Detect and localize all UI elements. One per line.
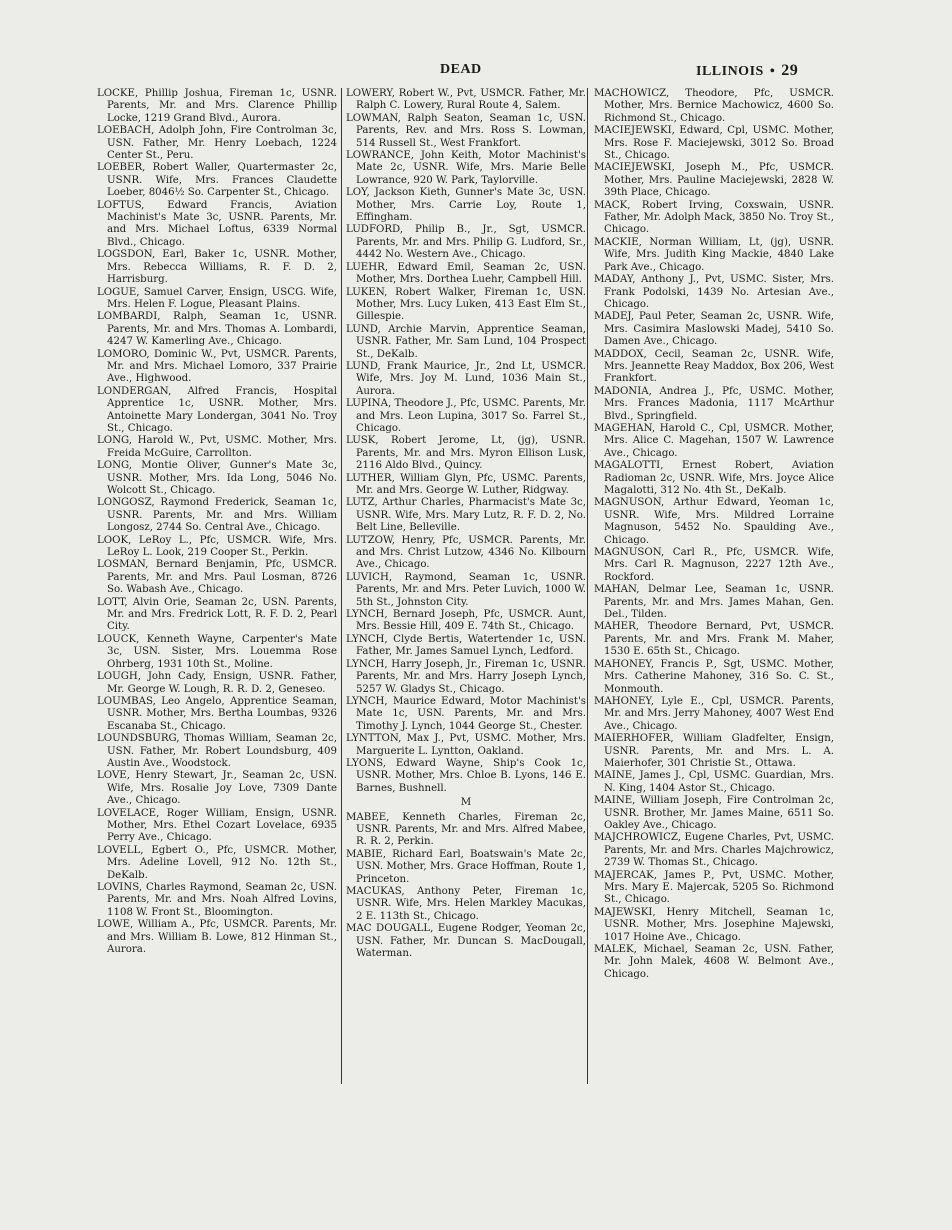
casualty-entry: LOUCK, Kenneth Wayne, Carpenter's Mate 3c, USN. Sister, Mrs. Louemma Rose Ohrberg, 1931 10th St., Moline. bbox=[97, 633, 337, 670]
casualty-entry: MAJCHROWICZ, Eugene Charles, Pvt, USMC. Parents, Mr. and Mrs. Charles Majchrowicz, 2739 W. Thomas St., Chicago. bbox=[594, 832, 834, 869]
casualty-entry: LYNCH, Bernard Joseph, Pfc, USMCR. Aunt, Mrs. Bessie Hill, 409 E. 74th St., Chicago. bbox=[346, 609, 586, 633]
casualty-entry: LOFTUS, Edward Francis, Aviation Machinist's Mate 3c, USNR. Parents, Mr. and Mrs. Michael Loftus, 6339 Normal Blvd., Chicago. bbox=[97, 199, 337, 248]
casualty-entry: LUKEN, Robert Walker, Fireman 1c, USN. Mother, Mrs. Lucy Luken, 413 East Elm St., Gillespie. bbox=[346, 286, 586, 323]
casualty-entry: LUDFORD, Philip B., Jr., Sgt, USMCR. Parents, Mr. and Mrs. Philip G. Ludford, Sr., 4442 No. Western Ave., Chicago. bbox=[346, 224, 586, 261]
casualty-entry: LOOK, LeRoy L., Pfc, USMCR. Wife, Mrs. LeRoy L. Look, 219 Cooper St., Perkin. bbox=[97, 534, 337, 559]
casualty-entry: MACHOWICZ, Theodore, Pfc, USMCR. Mother, Mrs. Bernice Machowicz, 4600 So. Richmond St., Chicago. bbox=[594, 88, 834, 124]
casualty-entry: LUSK, Robert Jerome, Lt, (jg), USNR. Parents, Mr. and Mrs. Myron Ellison Lusk, 2116 Aldo Blvd., Quincy. bbox=[346, 435, 586, 472]
state-name: ILLINOIS bbox=[696, 64, 764, 79]
casualty-entry: LOVELL, Egbert O., Pfc, USMCR. Mother, Mrs. Adeline Lovell, 912 No. 12th St., DeKalb. bbox=[97, 844, 337, 881]
casualty-entry: MABIE, Richard Earl, Boatswain's Mate 2c, USN. Mother, Mrs. Grace Hoffman, Route 1, Princeton. bbox=[346, 848, 586, 885]
casualty-entry: LYNTTON, Max J., Pvt, USMC. Mother, Mrs. Marguerite L. Lyntton, Oakland. bbox=[346, 733, 586, 757]
bullet-separator: • bbox=[769, 64, 776, 79]
casualty-entry: LOMORO, Dominic W., Pvt, USMCR. Parents, Mr. and Mrs. Michael Lomoro, 337 Prairie Ave., Highwood. bbox=[97, 348, 337, 385]
column-3 bbox=[594, 88, 834, 981]
column-1 bbox=[97, 88, 337, 956]
casualty-entry: LUTHER, William Glyn, Pfc, USMC. Parents, Mr. and Mrs. George W. Luther, Ridgway. bbox=[346, 472, 586, 496]
page-header bbox=[90, 62, 830, 84]
casualty-entry: MAIERHOFER, William Gladfelter, Ensign, USNR. Parents, Mr. and Mrs. L. A. Maierhofer, 301 Christie St., Ottawa. bbox=[594, 733, 834, 769]
casualty-entry: LUTZ, Arthur Charles, Pharmacist's Mate 3c, USNR. Wife, Mrs. Mary Lutz, R. F. D. 2, No. Belt Line, Belleville. bbox=[346, 497, 586, 534]
casualty-entry: LOWE, William A., Pfc, USMCR. Parents, Mr. and Mrs. William B. Lowe, 812 Hinman St., Aurora. bbox=[97, 919, 337, 956]
casualty-entry: LUVICH, Raymond, Seaman 1c, USNR. Parents, Mr. and Mrs. Peter Luvich, 1000 W. 5th St., Johnston City. bbox=[346, 571, 586, 608]
casualty-entry: LYNCH, Maurice Edward, Motor Machinist's Mate 1c, USN. Parents, Mr. and Mrs. Timothy J. Lynch, 1044 George St., Chester. bbox=[346, 695, 586, 732]
casualty-entry: LUTZOW, Henry, Pfc, USMCR. Parents, Mr. and Mrs. Christ Lutzow, 4346 No. Kilbourn Ave., Chicago. bbox=[346, 534, 586, 571]
casualty-entry: MACUKAS, Anthony Peter, Fireman 1c, USNR. Wife, Mrs. Helen Markley Macukas, 2 E. 113th St., Chicago. bbox=[346, 886, 586, 922]
casualty-entry: MABEE, Kenneth Charles, Fireman 2c, USNR. Parents, Mr. and Mrs. Alfred Mabee, R. R. 2, Perkin. bbox=[346, 811, 586, 848]
casualty-entry: MAHONEY, Lyle E., Cpl, USMCR. Parents, Mr. and Mrs. Jerry Mahoney, 4007 West End Ave., Chicago. bbox=[594, 695, 834, 732]
state-page-label bbox=[696, 62, 798, 80]
casualty-entry: LONG, Montie Oliver, Gunner's Mate 3c, USNR. Mother, Mrs. Ida Long, 5046 No. Wolcott St., Chicago. bbox=[97, 460, 337, 496]
casualty-entry: LYNCH, Harry Joseph, Jr., Fireman 1c, USNR. Parents, Mr. and Mrs. Harry Joseph Lynch, 5257 W. Gladys St., Chicago. bbox=[346, 658, 586, 695]
casualty-entry: MAHAN, Delmar Lee, Seaman 1c, USNR. Parents, Mr. and Mrs. James Mahan, Gen. Del., Tilden. bbox=[594, 584, 834, 621]
casualty-entry: MAGEHAN, Harold C., Cpl, USMCR. Mother, Mrs. Alice C. Magehan, 1507 W. Lawrence Ave., Chicago. bbox=[594, 422, 834, 459]
section-letter: M bbox=[460, 797, 472, 809]
casualty-entry: LYNCH, Clyde Bertis, Watertender 1c, USN. Father, Mr. James Samuel Lynch, Ledford. bbox=[346, 633, 586, 658]
casualty-entry: MAGNUSON, Carl R., Pfc, USMCR. Wife, Mrs. Carl R. Magnuson, 2227 12th Ave., Rockford. bbox=[594, 547, 834, 583]
casualty-entry: MAINE, James J., Cpl, USMC. Guardian, Mrs. N. King, 1404 Astor St., Chicago. bbox=[594, 770, 834, 794]
casualty-entry: MAJEWSKI, Henry Mitchell, Seaman 1c, USNR. Mother, Mrs. Josephine Majewski, 1017 Hoine Ave., Chicago. bbox=[594, 906, 834, 943]
casualty-entry: LUND, Archie Marvin, Apprentice Seaman, USNR. Father, Mr. Sam Lund, 104 Prospect St., DeKalb. bbox=[346, 323, 586, 360]
casualty-entry: LONG, Harold W., Pvt, USMC. Mother, Mrs. Freida McGuire, Carrollton. bbox=[97, 435, 337, 459]
column-2 bbox=[346, 88, 586, 960]
casualty-entry: MADAY, Anthony J., Pvt, USMC. Sister, Mrs. Frank Podolski, 1439 No. Artesian Ave., Chicago. bbox=[594, 274, 834, 310]
casualty-entry: MAHER, Theodore Bernard, Pvt, USMCR. Parents, Mr. and Mrs. Frank M. Maher, 1530 E. 65th St., Chicago. bbox=[594, 621, 834, 658]
casualty-entry: LOTT, Alvin Orie, Seaman 2c, USN. Parents, Mr. and Mrs. Fredrick Lott, R. F. D. 2, Pearl City. bbox=[97, 596, 337, 633]
casualty-entry: LOGUE, Samuel Carver, Ensign, USCG. Wife, Mrs. Helen F. Logue, Pleasant Plains. bbox=[97, 286, 337, 310]
casualty-entry: LOUNDSBURG, Thomas William, Seaman 2c, USN. Father, Mr. Robert Loundsburg, 409 Austin Ave., Woodstock. bbox=[97, 733, 337, 769]
casualty-entry: MADONIA, Andrea J., Pfc, USMC. Mother, Mrs. Frances Madonia, 1117 McArthur Blvd., Springfield. bbox=[594, 385, 834, 422]
casualty-entry: LOVINS, Charles Raymond, Seaman 2c, USN. Parents, Mr. and Mrs. Noah Alfred Lovins, 1108 W. Front St., Bloomington. bbox=[97, 882, 337, 918]
section-title: DEAD bbox=[440, 62, 482, 77]
casualty-entry: LOVE, Henry Stewart, Jr., Seaman 2c, USN. Wife, Mrs. Rosalie Joy Love, 7309 Dante Ave., Chicago. bbox=[97, 770, 337, 807]
casualty-entry: MADDOX, Cecil, Seaman 2c, USNR. Wife, Mrs. Jeannette Reay Maddox, Box 206, West Frankfort. bbox=[594, 348, 834, 385]
casualty-entry: LOWRANCE, John Keith, Motor Machinist's Mate 2c, USNR. Wife, Mrs. Marie Belle Lowrance, 920 W. Park, Taylorville. bbox=[346, 150, 586, 186]
casualty-entry: MAGNUSON, Arthur Edward, Yeoman 1c, USNR. Wife, Mrs. Mildred Lorraine Magnuson, 5452 No. Spaulding Ave., Chicago. bbox=[594, 497, 834, 546]
casualty-entry: MADEJ, Paul Peter, Seaman 2c, USNR. Wife, Mrs. Casimira Maslowski Madej, 5410 So. Damen Ave., Chicago. bbox=[594, 311, 834, 348]
casualty-entry: LYONS, Edward Wayne, Ship's Cook 1c, USNR. Mother, Mrs. Chloe B. Lyons, 146 E. Barnes, Bushnell. bbox=[346, 757, 586, 794]
casualty-entry: LONDERGAN, Alfred Francis, Hospital Apprentice 1c, USNR. Mother, Mrs. Antoinette Mary Londergan, 3041 No. Troy St., Chicago. bbox=[97, 385, 337, 434]
casualty-entry: LOCKE, Phillip Joshua, Fireman 1c, USNR. Parents, Mr. and Mrs. Clarence Phillip Locke, 1219 Grand Blvd., Aurora. bbox=[97, 88, 337, 124]
casualty-entry: LOSMAN, Bernard Benjamin, Pfc, USMCR. Parents, Mr. and Mrs. Paul Losman, 8726 So. Wabash Ave., Chicago. bbox=[97, 559, 337, 596]
column-divider bbox=[587, 88, 588, 1084]
casualty-entry: MACIEJEWSKI, Edward, Cpl, USMC. Mother, Mrs. Rose F. Maciejewski, 3012 So. Broad St., Chicago. bbox=[594, 125, 834, 162]
casualty-entry: LOUGH, John Cady, Ensign, USNR. Father, Mr. George W. Lough, R. R. D. 2, Geneseo. bbox=[97, 671, 337, 695]
casualty-entry: LOGSDON, Earl, Baker 1c, USNR. Mother, Mrs. Rebecca Williams, R. F. D. 2, Harrisburg. bbox=[97, 249, 337, 286]
casualty-entry: MAJERCAK, James P., Pvt, USMC. Mother, Mrs. Mary E. Majercak, 5205 So. Richmond St., Chicago. bbox=[594, 869, 834, 906]
casualty-entry: LUEHR, Edward Emil, Seaman 2c, USN. Mother, Mrs. Dorthea Luehr, Campbell Hill. bbox=[346, 261, 586, 286]
column-divider bbox=[341, 88, 342, 1084]
casualty-entry: LOY, Jackson Kieth, Gunner's Mate 3c, USN. Mother, Mrs. Carrie Loy, Route 1, Effingham. bbox=[346, 187, 586, 224]
casualty-entry: LONGOSZ, Raymond Frederick, Seaman 1c, USNR. Parents, Mr. and Mrs. William Longosz, 2744 So. Central Ave., Chicago. bbox=[97, 497, 337, 534]
page-number: 29 bbox=[781, 62, 799, 79]
casualty-entry: LUND, Frank Maurice, Jr., 2nd Lt, USMCR. Wife, Mrs. Joy M. Lund, 1036 Main St., Aurora. bbox=[346, 360, 586, 397]
casualty-entry: LOWMAN, Ralph Seaton, Seaman 1c, USN. Parents, Rev. and Mrs. Ross S. Lowman, 514 Russell St., West Frankfort. bbox=[346, 112, 586, 149]
casualty-entry: LOUMBAS, Leo Angelo, Apprentice Seaman, USNR. Mother, Mrs. Bertha Loumbas, 9326 Escanaba St., Chicago. bbox=[97, 695, 337, 732]
casualty-entry: MACIEJEWSKI, Joseph M., Pfc, USMCR. Mother, Mrs. Pauline Maciejewski, 2828 W. 39th Place, Chicago. bbox=[594, 162, 834, 199]
casualty-entry: MAHONEY, Francis P., Sgt, USMC. Mother, Mrs. Catherine Mahoney, 316 So. C. St., Monmouth. bbox=[594, 658, 834, 695]
casualty-entry: MAC DOUGALL, Eugene Rodger, Yeoman 2c, USN. Father, Mr. Duncan S. MacDougall, Waterman. bbox=[346, 923, 586, 960]
casualty-entry: LOEBER, Robert Waller, Quartermaster 2c, USNR. Wife, Mrs. Frances Claudette Loeber, 8046½ So. Carpenter St., Chicago. bbox=[97, 162, 337, 199]
casualty-entry: MAGALOTTI, Ernest Robert, Aviation Radioman 2c, USNR. Wife, Mrs. Joyce Alice Magalotti, 312 No. 4th St., DeKalb. bbox=[594, 460, 834, 496]
casualty-entry: LOEBACH, Adolph John, Fire Controlman 3c, USN. Father, Mr. Henry Loebach, 1224 Center St., Peru. bbox=[97, 125, 337, 162]
casualty-entry: MALEK, Michael, Seaman 2c, USN. Father, Mr. John Malek, 4608 W. Belmont Ave., Chicago. bbox=[594, 944, 834, 980]
casualty-entry: MAINE, William Joseph, Fire Controlman 2c, USNR. Brother, Mr. James Maine, 6511 So. Oakley Ave., Chicago. bbox=[594, 795, 834, 831]
casualty-entry: MACKIE, Norman William, Lt, (jg), USNR. Wife, Mrs. Judith King Mackie, 4840 Lake Park Ave., Chicago. bbox=[594, 236, 834, 273]
casualty-entry: LUPINA, Theodore J., Pfc, USMC. Parents, Mr. and Mrs. Leon Lupina, 3017 So. Farrel St., Chicago. bbox=[346, 398, 586, 434]
casualty-entry: LOMBARDI, Ralph, Seaman 1c, USNR. Parents, Mr. and Mrs. Thomas A. Lombardi, 4247 W. Kamerling Ave., Chicago. bbox=[97, 311, 337, 348]
casualty-entry: MACK, Robert Irving, Coxswain, USNR. Father, Mr. Adolph Mack, 3850 No. Troy St., Chicago. bbox=[594, 199, 834, 236]
casualty-entry: LOVELACE, Roger William, Ensign, USNR. Mother, Mrs. Ethel Cozart Lovelace, 6935 Perry Ave., Chicago. bbox=[97, 807, 337, 844]
casualty-entry: LOWERY, Robert W., Pvt, USMCR. Father, Mr. Ralph C. Lowery, Rural Route 4, Salem. bbox=[346, 88, 586, 112]
